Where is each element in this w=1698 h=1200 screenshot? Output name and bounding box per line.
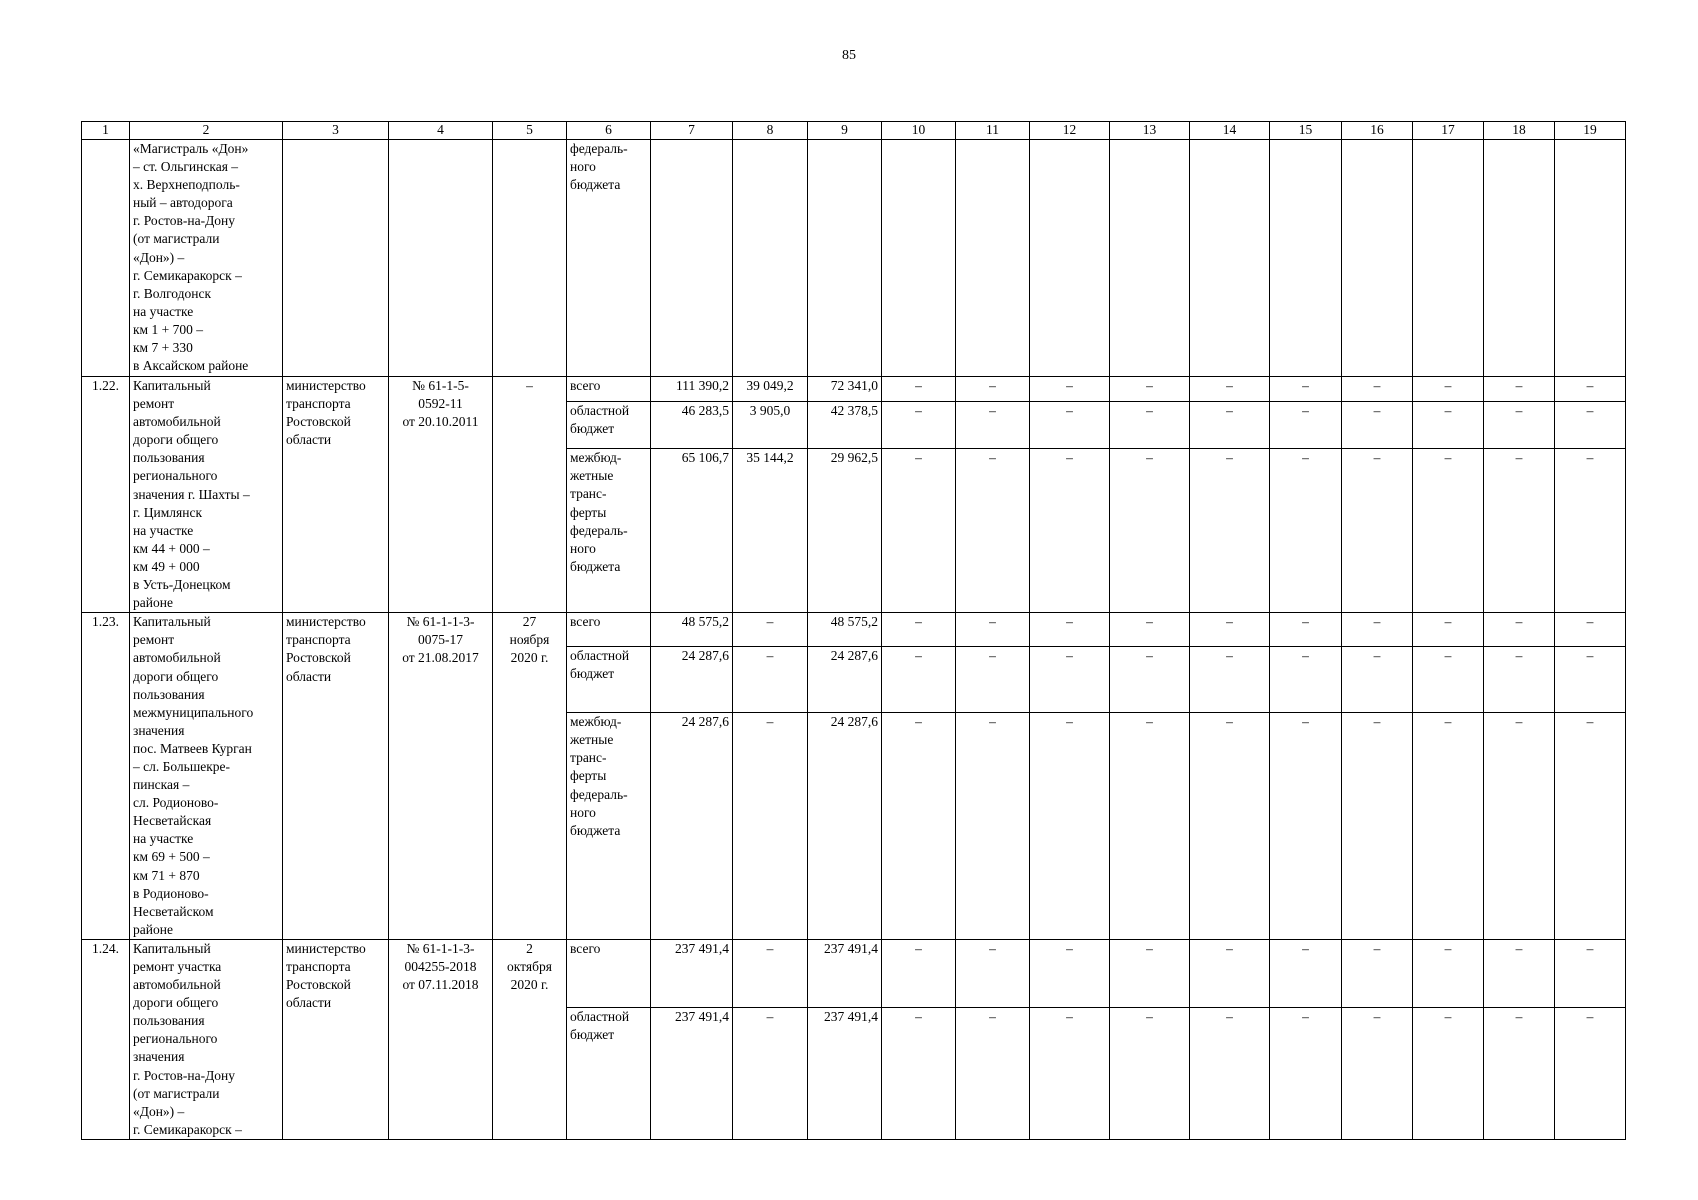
table-row [82, 613, 1626, 647]
column-header: 7 [651, 122, 733, 140]
cell-document: № 61-1-1-3- 0075-17 от 21.08.2017 [389, 613, 493, 940]
cell-value: – [1110, 1007, 1190, 1139]
cell-value: – [956, 939, 1030, 1007]
page-number: 85 [842, 48, 856, 63]
column-header: 1 [82, 122, 130, 140]
column-header: 13 [1110, 122, 1190, 140]
cell-value: 72 341,0 [808, 377, 882, 402]
cell-value: – [1110, 613, 1190, 647]
column-header: 11 [956, 122, 1030, 140]
cell-value: – [882, 647, 956, 713]
cell-value: – [1413, 647, 1484, 713]
cell-value: 29 962,5 [808, 449, 882, 613]
cell-value: – [1270, 647, 1342, 713]
cell-value: – [733, 1007, 808, 1139]
cell-value: – [882, 1007, 956, 1139]
cell-num: 1.23. [82, 613, 130, 940]
column-header: 19 [1555, 122, 1626, 140]
cell-value: – [1484, 377, 1555, 402]
cell-value: – [1110, 713, 1190, 940]
cell-value: 24 287,6 [651, 647, 733, 713]
cell-value: – [1342, 939, 1413, 1007]
cell-document: № 61-1-5- 0592-11 от 20.10.2011 [389, 377, 493, 613]
cell-value: – [1484, 939, 1555, 1007]
cell-source: областной бюджет [567, 647, 651, 713]
cell-value: – [1270, 613, 1342, 647]
cell-value: – [1342, 713, 1413, 940]
cell-value: – [1342, 1007, 1413, 1139]
cell-value: – [956, 713, 1030, 940]
table-row [82, 377, 1626, 402]
cell-value: – [1270, 377, 1342, 402]
cell-value: – [1484, 449, 1555, 613]
cell-value: – [1030, 939, 1110, 1007]
column-header: 16 [1342, 122, 1413, 140]
cell-value: 65 106,7 [651, 449, 733, 613]
cell-value: – [1555, 401, 1626, 449]
cell-value: – [1270, 1007, 1342, 1139]
cell-num: 1.22. [82, 377, 130, 613]
cell-value: – [1555, 377, 1626, 402]
cell-value: – [1270, 401, 1342, 449]
cell-value: 39 049,2 [733, 377, 808, 402]
cell-value: – [882, 377, 956, 402]
cell-value: – [1413, 401, 1484, 449]
column-header: 2 [130, 122, 283, 140]
cell-value: – [882, 449, 956, 613]
cell-num [82, 140, 130, 377]
cell-value: – [1484, 613, 1555, 647]
cell-value: – [882, 713, 956, 940]
cell-value: 237 491,4 [651, 1007, 733, 1139]
cell-value: – [1484, 647, 1555, 713]
cell-value: – [1030, 401, 1110, 449]
cell-source: всего [567, 377, 651, 402]
cell-value: – [1030, 713, 1110, 940]
column-header: 12 [1030, 122, 1110, 140]
cell-value: 111 390,2 [651, 377, 733, 402]
cell-value: – [733, 713, 808, 940]
column-header: 6 [567, 122, 651, 140]
cell-value: – [733, 939, 808, 1007]
cell-source: межбюд- жетные транс- ферты федераль- ного бюджета [567, 449, 651, 613]
cell-source: федераль- ного бюджета [567, 140, 651, 377]
cell-value: – [1190, 613, 1270, 647]
cell-num: 1.24. [82, 939, 130, 1139]
cell-value: 24 287,6 [808, 713, 882, 940]
cell-value: – [1030, 449, 1110, 613]
header-row [82, 122, 1626, 140]
cell-value: – [1270, 713, 1342, 940]
column-header: 3 [283, 122, 389, 140]
cell-value: – [1342, 613, 1413, 647]
cell-value: – [1110, 939, 1190, 1007]
cell-value: – [1270, 939, 1342, 1007]
cell-value: – [1555, 939, 1626, 1007]
cell-date [493, 140, 567, 377]
column-header: 17 [1413, 122, 1484, 140]
cell-value: – [956, 401, 1030, 449]
cell-value: – [1342, 449, 1413, 613]
cell-value: – [733, 613, 808, 647]
table-row [82, 939, 1626, 1007]
cell-value: – [956, 377, 1030, 402]
cell-value: – [1190, 647, 1270, 713]
cell-value: – [733, 647, 808, 713]
cell-value: – [1342, 647, 1413, 713]
cell-value: – [1190, 713, 1270, 940]
cell-value: – [1110, 449, 1190, 613]
cell-value: – [1484, 401, 1555, 449]
cell-source: межбюд- жетные транс- ферты федераль- ного бюджета [567, 713, 651, 940]
cell-date: 2 октября 2020 г. [493, 939, 567, 1139]
column-header: 18 [1484, 122, 1555, 140]
cell-customer [283, 140, 389, 377]
column-header: 14 [1190, 122, 1270, 140]
cell-date: 27 ноября 2020 г. [493, 613, 567, 940]
cell-object-name: Капитальный ремонт участка автомобильной дороги общего пользования регионального значения г. Ростов-на-Дону (от магистрали «Дон») – г. Семикаракорск – [130, 939, 283, 1139]
cell-value: 3 905,0 [733, 401, 808, 449]
cell-date: – [493, 377, 567, 613]
cell-value: – [1110, 377, 1190, 402]
cell-document [389, 140, 493, 377]
cell-value: – [1270, 449, 1342, 613]
cell-value: – [1030, 613, 1110, 647]
cell-object-name: Капитальный ремонт автомобильной дороги общего пользования регионального значения г. Шахты – г. Цимлянск на участке км 44 + 000 – км 49 + 000 в Усть-Донецком районе [130, 377, 283, 613]
cell-object-name: Капитальный ремонт автомобильной дороги общего пользования межмуниципального значения пос. Матвеев Курган – сл. Большекре- пинская – сл. Родионово- Несветайская на участке км 69 + 500 – км 71 + 870 в Родионово- Несветайском районе [130, 613, 283, 940]
cell-value: – [956, 613, 1030, 647]
cell-source: областной бюджет [567, 401, 651, 449]
cell-value: – [1555, 647, 1626, 713]
cell-customer: министерство транспорта Ростовской области [283, 613, 389, 940]
table-row-continuation [82, 140, 1626, 377]
cell-value: 48 575,2 [651, 613, 733, 647]
cell-value: – [1030, 377, 1110, 402]
cell-value: 46 283,5 [651, 401, 733, 449]
cell-value: 237 491,4 [808, 1007, 882, 1139]
cell-value: – [1030, 1007, 1110, 1139]
cell-value: – [1555, 713, 1626, 940]
cell-value: – [1110, 647, 1190, 713]
cell-value: – [882, 939, 956, 1007]
cell-document: № 61-1-1-3- 004255-2018 от 07.11.2018 [389, 939, 493, 1139]
cell-value: – [1484, 713, 1555, 940]
cell-value: – [1555, 449, 1626, 613]
cell-value: – [1413, 713, 1484, 940]
cell-value: – [1413, 613, 1484, 647]
cell-source: областной бюджет [567, 1007, 651, 1139]
cell-value: – [1342, 377, 1413, 402]
cell-value: 48 575,2 [808, 613, 882, 647]
column-header: 5 [493, 122, 567, 140]
cell-value: – [1030, 647, 1110, 713]
cell-value: – [1413, 1007, 1484, 1139]
cell-object-name: «Магистраль «Дон» – ст. Ольгинская – х. Верхнеподполь- ный – автодорога г. Ростов-на-Дону (от магистрали «Дон») – г. Семикаракорск – г. Волгодонск на участке км 1 + 700 – км 7 + 330 в Аксайском районе [130, 140, 283, 377]
cell-value: – [1555, 1007, 1626, 1139]
cell-value: 237 491,4 [651, 939, 733, 1007]
column-header: 8 [733, 122, 808, 140]
program-table [81, 121, 1626, 1140]
column-header: 10 [882, 122, 956, 140]
cell-value: – [956, 1007, 1030, 1139]
cell-value: – [882, 401, 956, 449]
cell-value: – [1190, 377, 1270, 402]
cell-value: – [1342, 401, 1413, 449]
cell-value: – [1190, 939, 1270, 1007]
cell-value: 24 287,6 [651, 713, 733, 940]
cell-source: всего [567, 939, 651, 1007]
cell-value: – [956, 647, 1030, 713]
cell-source: всего [567, 613, 651, 647]
cell-customer: министерство транспорта Ростовской области [283, 377, 389, 613]
cell-value: – [1190, 1007, 1270, 1139]
cell-value: – [1110, 401, 1190, 449]
cell-value: 42 378,5 [808, 401, 882, 449]
cell-value: – [1413, 449, 1484, 613]
cell-value: 35 144,2 [733, 449, 808, 613]
cell-customer: министерство транспорта Ростовской области [283, 939, 389, 1139]
cell-value: – [1190, 401, 1270, 449]
cell-value: – [956, 449, 1030, 613]
cell-value: – [1413, 939, 1484, 1007]
cell-value: – [882, 613, 956, 647]
column-header: 9 [808, 122, 882, 140]
cell-value: 237 491,4 [808, 939, 882, 1007]
cell-value: – [1190, 449, 1270, 613]
column-header: 15 [1270, 122, 1342, 140]
cell-value: – [1484, 1007, 1555, 1139]
cell-value: – [1555, 613, 1626, 647]
cell-value: – [1413, 377, 1484, 402]
column-header: 4 [389, 122, 493, 140]
cell-value: 24 287,6 [808, 647, 882, 713]
